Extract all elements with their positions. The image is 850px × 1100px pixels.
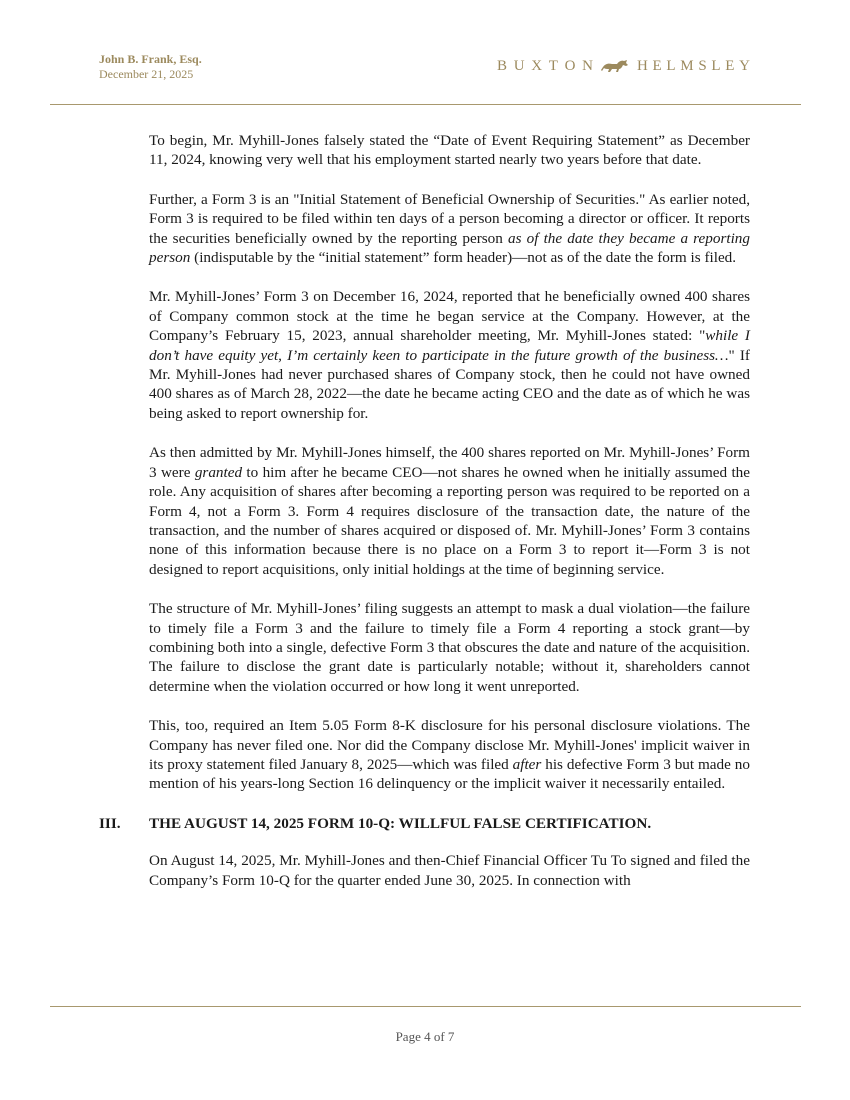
- letter-author: John B. Frank, Esq.: [99, 52, 202, 66]
- section-number: III.: [99, 814, 121, 832]
- paragraph-dual-violation: The structure of Mr. Myhill-Jones’ filing suggests an attempt to mask a dual violation—the failure to timely file a Form 3 and the failure to timely file a Form 4 reporting a stock grant—by combining both into a single, defective Form 3 that obscures the date and nature of the acquisition. The failure to disclose the grant date is particularly notable; without it, shareholders cannot determine when the violation occurred or how long it went unreported.: [149, 600, 750, 695]
- footer-divider: [50, 1006, 801, 1007]
- brand-letter: L: [666, 57, 676, 74]
- brand-left-word: [497, 58, 593, 75]
- page-number: Page 4 of 7: [395, 1029, 455, 1044]
- brand-letter: E: [725, 57, 735, 74]
- letter-body: [99, 131, 751, 910]
- header-divider: [50, 104, 801, 105]
- brand-letter: H: [637, 57, 648, 74]
- brand-letter: N: [582, 57, 593, 74]
- paragraph-form3-definition: Further, a Form 3 is an "Initial Statement of Beneficial Ownership of Securities." As earlier noted, Form 3 is required to be filed within ten days of a person becoming a director or officer. It reports the securities beneficially owned by the reporting person as of the date they became a reporting person (indisputable by the “initial statement” form header)—not as of the date the form is filed.: [149, 190, 750, 267]
- letter-date: December 21, 2025: [99, 67, 194, 81]
- paragraph-shares-reported: Mr. Myhill-Jones’ Form 3 on December 16, 2024, reported that he beneficially owned 400 shares of Company common stock at the time he began service at the Company. However, at the Company’s February 15, 2023, annual shareholder meeting, Mr. Myhill-Jones stated: "while I don’t have equity yet, I’m certainly keen to participate in the future growth of the business…" If Mr. Myhill-Jones had never purchased shares of Company stock, then he could not have owned 400 shares as of March 28, 2022—the date he became acting CEO and the date as of which he was being asked to report ownership for.: [149, 288, 750, 422]
- section-title: THE AUGUST 14, 2025 FORM 10-Q: WILLFUL FALSE CERTIFICATION.: [149, 814, 652, 832]
- brand-letter: X: [531, 57, 543, 74]
- brand-letter: O: [564, 57, 576, 74]
- brand-letter: L: [711, 57, 721, 74]
- brand-letter: S: [698, 57, 707, 74]
- paragraph-10q-certification: On August 14, 2025, Mr. Myhill-Jones and then-Chief Financial Officer Tu To signed and filed the Company’s Form 10-Q for the quarter ended June 30, 2025. In connection with: [149, 852, 750, 889]
- paragraph-date-of-event: To begin, Mr. Myhill-Jones falsely stated the “Date of Event Requiring Statement” as December 11, 2024, knowing very well that his employment started nearly two years before that date.: [149, 132, 750, 169]
- brand-letter: Y: [739, 57, 750, 74]
- brand-logo: [497, 56, 750, 76]
- section-heading: [99, 814, 750, 833]
- brand-letter: U: [513, 57, 525, 74]
- brand-letter: T: [548, 57, 558, 74]
- paragraph-granted-shares: As then admitted by Mr. Myhill-Jones himself, the 400 shares reported on Mr. Myhill-Jones’ Form 3 were granted to him after he became CEO—not shares he owned when he initially assumed the role. Any acquisition of shares after becoming a reporting person was required to be reported on a Form 4, not a Form 3. Form 4 requires disclosure of the transaction date, the nature of the transaction, and the number of shares acquired or disposed of. Mr. Myhill-Jones’ Form 3 contains none of this information because there is no place on a Form 3 to report it—Form 3 is not designed to report acquisitions, only initial holdings at the time of beginning service.: [149, 444, 751, 578]
- brand-right-word: [637, 58, 750, 75]
- brand-letter: M: [680, 57, 694, 74]
- paragraph-8k-disclosure: This, too, required an Item 5.05 Form 8-K disclosure for his personal disclosure violations. The Company has never filed one. Nor did the Company disclose Mr. Myhill-Jones' implicit waiver in its proxy statement filed January 8, 2025—which was filed after his defective Form 3 but made no mention of his years-long Section 16 delinquency or the implicit waiver it necessarily entailed.: [149, 717, 750, 793]
- horse-icon: [600, 57, 630, 75]
- brand-letter: E: [652, 57, 662, 74]
- brand-letter: B: [497, 57, 508, 74]
